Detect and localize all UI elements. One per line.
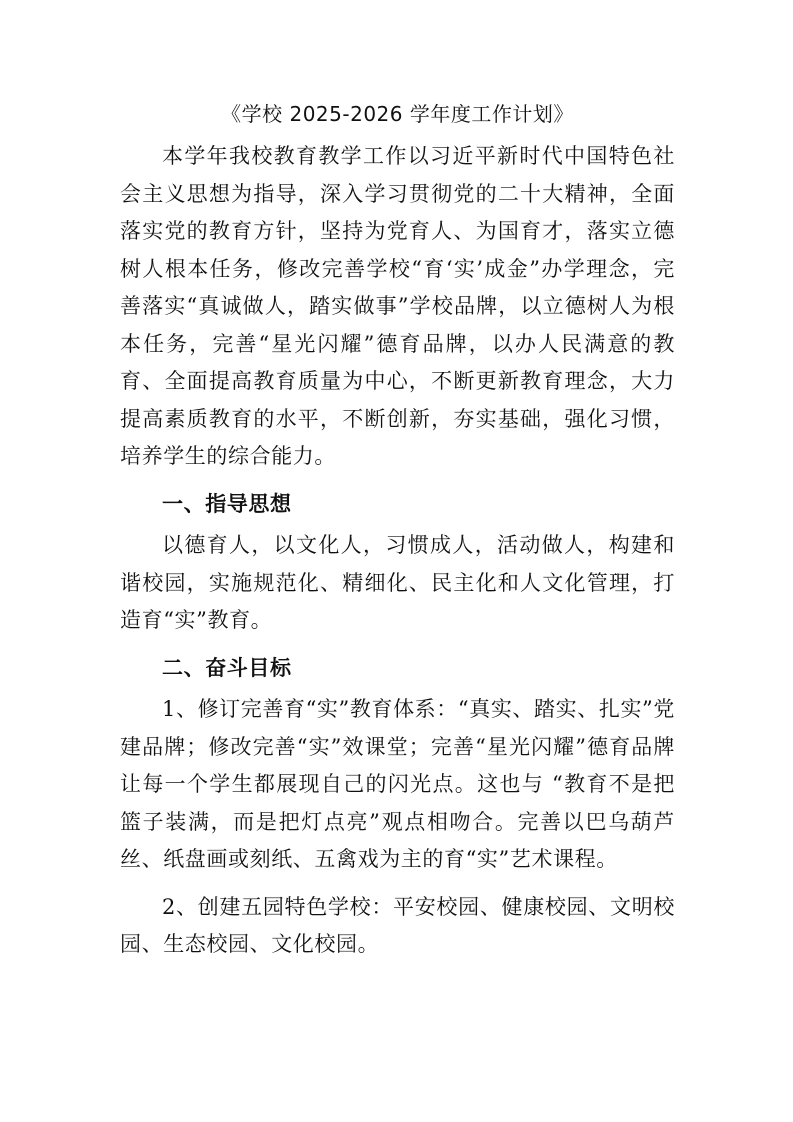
document-body [120, 92, 675, 964]
goal-item-1: 1、修订完善育“实”教育体系：“真实、踏实、扎实”党建品牌；修改完善“实”效课堂；完善“星光闪耀”德育品牌让每一个学生都展现自己的闪光点。这也与 “教育不是把篮子装满，而是把灯点亮”观点相吻合。完善以巴乌葫芦丝、纸盘画或刻纸、五禽戏为主的育“实”艺术课程。 [120, 697, 675, 871]
section-heading-goals: 二、奋斗目标 [162, 655, 292, 680]
section-heading-guiding-ideology: 一、指导思想 [162, 491, 292, 516]
goal-item-2: 2、创建五园特色学校：平安校园、健康校园、文明校园、生态校园、文化校园。 [120, 894, 675, 956]
document-title: 《学校 2025-2026 学年度工作计划》 [221, 102, 574, 126]
guiding-ideology-paragraph: 以德育人，以文化人，习惯成人，活动做人，构建和谐校园，实施规范化、精细化、民主化和人文化管理，打造育“实”教育。 [120, 533, 675, 632]
intro-paragraph: 本学年我校教育教学工作以习近平新时代中国特色社会主义思想为指导，深入学习贯彻党的二十大精神，全面落实党的教育方针，坚持为党育人、为国育才，落实立德树人根本任务，修改完善学校“育‘实’成金”办学理念，完善落实“真诚做人，踏实做事”学校品牌，以立德树人为根本任务，完善“星光闪耀”德育品牌，以办人民满意的教育、全面提高教育质量为中心，不断更新教育理念，大力提高素质教育的水平，不断创新，夯实基础，强化习惯，培养学生的综合能力。 [120, 144, 675, 468]
